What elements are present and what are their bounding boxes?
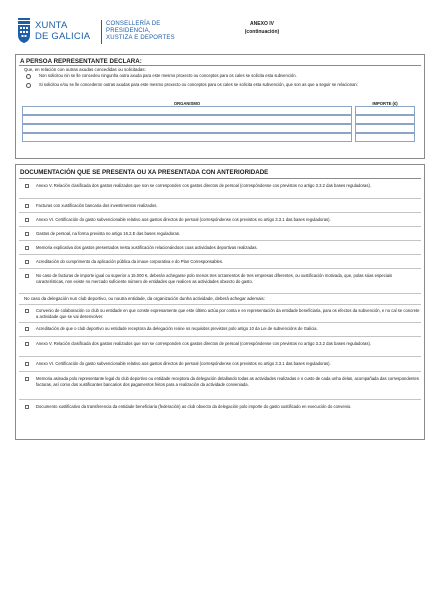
conselleria-name (106, 21, 175, 42)
documentation-section (15, 164, 425, 440)
table-row (22, 124, 415, 133)
organismo-field[interactable] (22, 133, 352, 142)
xunta-line1: XUNTA (35, 20, 68, 31)
doc-item-label: Acreditación de que o club deportivo ou entidade receptora da delegación reúne os requisitos previstos polo artigo 10 da Lei de subvencións de Galicia. (36, 326, 318, 331)
conselleria-line2: PRESIDENCIA, (106, 28, 151, 34)
table-row (22, 115, 415, 124)
table-row (22, 133, 415, 142)
doc-item-label: Anexo V. Relación clasificada dos gastos realizados que non se corresponden cos gastos directos de persoal (correspóndense cos previstos no artigo 3.3.2 das bases reguladoras). (36, 341, 372, 346)
radio-button[interactable] (26, 83, 31, 88)
checkbox[interactable] (25, 342, 29, 346)
checkbox[interactable] (25, 204, 29, 208)
organismo-field[interactable] (22, 106, 352, 115)
xunta-logo-text (35, 20, 90, 42)
checkbox[interactable] (25, 309, 29, 313)
option-label: Non solicitou nin se lle concedeu ningunha outra axuda para este mesmo proxecto ou conceptos para os cales se solicita esta subvención. (39, 73, 297, 78)
doc-item-label: No caso de facturas de importe igual ou superior a 15.000 €, deberán achegarse polo menos tres orzamentos de tres empresas diferentes, ou xustificación motivada, que, polas súas especiais características, non existe no mercado suficiente número de entidades que realicen as actividades obxecto do gasto. (36, 273, 393, 284)
conselleria-line3: XUSTIZA E DEPORTES (106, 35, 175, 41)
doc-item-label: Anexo VI. Certificación do gasto subvencionable relativo aos gastos directos de persoal (correspóndense cos previstos no artigo 3.3.1 das bases reguladoras). (36, 217, 331, 222)
doc-item-label: Facturas con xustificación bancaria dos investimentos realizados. (36, 203, 158, 208)
galicia-shield-icon (17, 18, 31, 44)
doc-item-label: Documento xustificativo da transferencia da entidade beneficiaria (federación) ao club obxecto da delegación polo importe do gasto xustificado en execución do convenio. (36, 404, 352, 409)
checkbox[interactable] (25, 327, 29, 331)
importe-field[interactable] (355, 106, 415, 115)
importe-field[interactable] (355, 124, 415, 133)
checkbox[interactable] (25, 232, 29, 236)
doc-item-label: Acreditación do cumprimento da aplicación pública da imaxe corporativa e do Plan Corresponsables. (36, 259, 224, 264)
declaration-title: A PERSOA REPRESENTANTE DECLARA: (20, 58, 142, 65)
other-aid-table (22, 101, 415, 142)
checkbox[interactable] (25, 405, 29, 409)
checkbox[interactable] (25, 274, 29, 278)
declaration-title-rule (19, 65, 421, 66)
declaration-subtitle: Que, en relación con outras axudas concedidas ou solicitadas: (24, 67, 146, 72)
conselleria-line1: CONSELLERÍA DE (106, 21, 161, 27)
table-row (22, 106, 415, 115)
checkbox[interactable] (25, 218, 29, 222)
checkbox[interactable] (25, 362, 29, 366)
documentation-title-rule (19, 178, 421, 179)
logo-divider (101, 20, 102, 44)
organismo-field[interactable] (22, 124, 352, 133)
checkbox[interactable] (25, 377, 29, 381)
radio-button[interactable] (26, 74, 31, 79)
declaration-section (15, 54, 425, 159)
column-header-organismo: ORGANISMO (173, 101, 201, 106)
doc-item-label: Anexo VI. Certificación do gasto subvencionable relativo aos gastos directos de persoal (correspóndense cos previstos no artigo 3.3.1 das bases reguladoras). (36, 361, 331, 366)
page-header (17, 18, 427, 48)
documentation-title: DOCUMENTACIÓN QUE SE PRESENTA OU XA PRESENTADA CON ANTERIORIDADE (20, 169, 269, 176)
xunta-line2: DE GALICIA (35, 31, 91, 42)
doc-item-label: Convenio de colaboración co club ou entidade en que conste expresamente que este último actúa por conta e en representación da entidade beneficiaria, para os efectos da subvención, e no cal se concrete a actividade que se vai desenvolver. (36, 308, 420, 319)
doc-item-label: Memoria asinada polo representante legal do club deportivo ou entidade receptora da delegación detallando todas as actividades realizadas e o custo de cada unha delas, acompañada das correspondentes facturas, así como dos xustificantes bancarios dos pagamentos feitos para a realización da actividade conveniada. (36, 376, 419, 387)
column-header-importe: IMPORTE (€) (372, 101, 398, 106)
doc-item-label: Memoria explicativa dos gastos presentados nesta xustificación relacionándoos coas actividades deportivas realizadas. (36, 245, 258, 250)
importe-field[interactable] (355, 133, 415, 142)
annex-title: ANEXO IV (250, 21, 274, 27)
checkbox[interactable] (25, 184, 29, 188)
option-label: Si solicitou e/ou se lle concederon outras axudas para este mesmo proxecto ou conceptos para os cales se solicita esta subvención, que son as que a seguir se relacionan: (39, 82, 358, 87)
delegation-note: No caso da delegación nun club deportivo, ou noutra entidade, da organización dunha actividade, deberá achegar ademais: (24, 296, 265, 301)
doc-item-label: Gastos de persoal, na forma prevista no artigo 16.2.E das bases reguladoras. (36, 231, 181, 236)
importe-field[interactable] (355, 115, 415, 124)
annex-heading (227, 20, 297, 36)
doc-item-label: Anexo V. Relación clasificada dos gastos realizados que non se corresponden cos gastos directos de persoal (correspóndense cos previstos no artigo 3.3.2 das bases reguladoras). (36, 183, 372, 188)
annex-subtitle: (continuación) (244, 29, 280, 35)
checkbox[interactable] (25, 246, 29, 250)
checkbox[interactable] (25, 260, 29, 264)
organismo-field[interactable] (22, 115, 352, 124)
